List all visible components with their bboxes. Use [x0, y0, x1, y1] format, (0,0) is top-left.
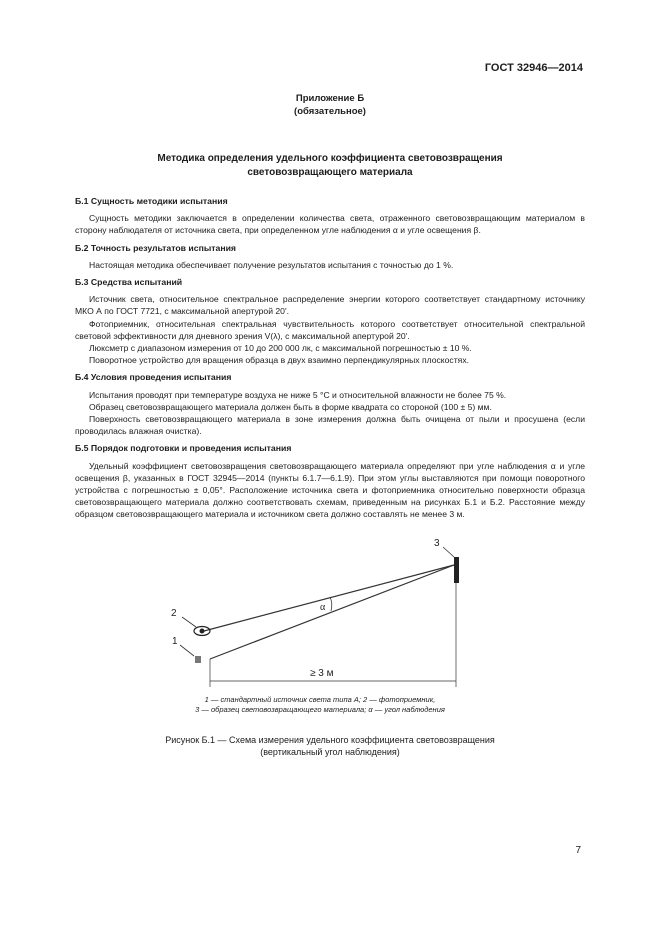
- paragraph-b5-1: Удельный коэффициент световозвращения световозвращающего материала определяют при угле наблюдения α и угле освещения β, указанных в ГОСТ 32945—2014 (пункты 6.1.7—6.1.9). При этом углы выставляются при помощи поворотного устройства с погрешностью ± 0,05°. Расположение источника света и фотоприемника относительно поверхности образца световозвращающего материала должно соответствовать схемам, приведенным на рисунках Б.1 и Б.2. Расстояние между образцом световозвращающего материала и источником света должно составлять не менее 3 м.: [75, 460, 585, 520]
- label-2: 2: [171, 608, 177, 619]
- legend-line1: 1 — стандартный источник света типа А; 2 — фотоприемник,: [204, 695, 436, 704]
- ray-from-light-source: [210, 565, 454, 659]
- section-heading-b5: Б.5 Порядок подготовки и проведения испытания: [75, 443, 292, 454]
- paragraph-b3-4: Поворотное устройство для вращения образца в двух взаимно перпендикулярных плоскостях.: [89, 355, 470, 366]
- appendix-title: Приложение Б: [295, 93, 365, 104]
- paragraph-b3-2: Фотоприемник, относительная спектральная чувствительность которого соответствует относительной спектральной световой эффективности для дневного зрения V(λ), с максимальной апертурой 20'.: [75, 318, 585, 341]
- main-title-line2: световозвращающего материала: [247, 167, 413, 178]
- ray-to-photoreceiver: [204, 565, 454, 631]
- appendix-heading: [70, 92, 590, 118]
- section-heading-b2: Б.2 Точность результатов испытания: [75, 242, 236, 253]
- section-heading-b1: Б.1 Сущность методики испытания: [75, 196, 228, 206]
- distance-label: ≥ 3 м: [310, 668, 334, 679]
- figure-caption: [100, 734, 560, 758]
- figure-b1-diagram: [160, 535, 480, 695]
- main-title-line1: Методика определения удельного коэффициента световозвращения: [157, 153, 503, 164]
- paragraph-b4-1: Испытания проводят при температуре воздуха не ниже 5 °С и относительной влажности не более 75 %.: [89, 389, 507, 400]
- paragraph-b2-1: Настоящая методика обеспечивает получение результатов испытания с точностью до 1 %.: [89, 259, 454, 270]
- appendix-subtitle: (обязательное): [294, 106, 366, 117]
- angle-alpha-arc: [330, 597, 332, 611]
- angle-alpha-label: α: [320, 602, 326, 613]
- paragraph-b3-3: Люксметр с диапазоном измерения от 10 до 200 000 лк, с максимальной погрешностью ± 10 %.: [89, 343, 472, 354]
- caption-line1: Рисунок Б.1 — Схема измерения удельного коэффициента световозвращения: [165, 735, 495, 745]
- retroreflective-sample: [454, 557, 459, 583]
- label-3: 3: [434, 538, 440, 549]
- figure-legend: [150, 695, 490, 715]
- legend-line2: 3 — образец световозвращающего материала; α — угол наблюдения: [195, 705, 445, 714]
- label-3-leader: [443, 547, 454, 557]
- label-1: 1: [172, 636, 178, 647]
- caption-line2: (вертикальный угол наблюдения): [260, 747, 400, 757]
- paragraph-b3-1: Источник света, относительное спектральное распределение энергии которого соответствует стандартному источнику МКО А по ГОСТ 7721, с максимальной апертурой 20'.: [75, 294, 585, 317]
- label-2-leader: [182, 617, 196, 627]
- section-heading-b3: Б.3 Средства испытаний: [75, 277, 183, 288]
- section-heading-b4: Б.4 Условия проведения испытания: [75, 372, 232, 383]
- main-title: [70, 152, 590, 180]
- paragraph-b4-3: Поверхность световозвращающего материала в зоне измерения должна быть очищена от пыли и просушена (если проводилась влажная очистка).: [75, 414, 585, 437]
- paragraph-b4-2: Образец световозвращающего материала должен быть в форме квадрата со стороной (100 ± 5) мм.: [89, 401, 492, 412]
- light-source-icon: [195, 656, 201, 663]
- paragraph-b1-1: Сущность методики заключается в определении количества света, отраженного световозвращающим материалом в сторону наблюдателя от источника света, при определенном угле наблюдения α и угле освещения β.: [75, 213, 585, 236]
- document-body: [75, 195, 585, 521]
- standard-number: ГОСТ 32946—2014: [484, 62, 583, 74]
- photoreceiver-pupil: [200, 629, 205, 634]
- label-1-leader: [180, 645, 194, 656]
- page-number: 7: [575, 845, 581, 856]
